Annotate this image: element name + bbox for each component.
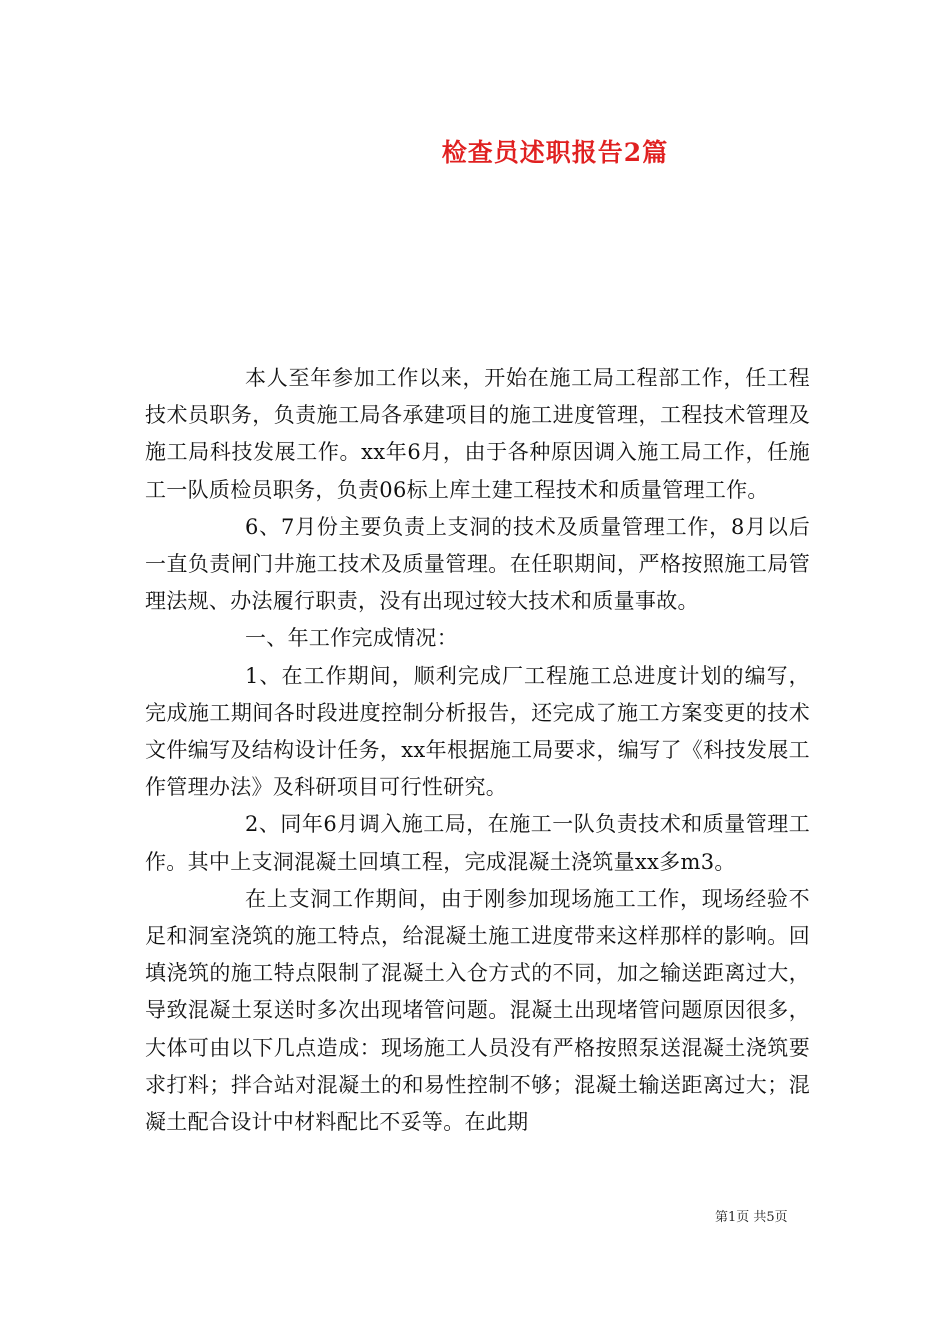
paragraph: 在上支洞工作期间，由于刚参加现场施工工作，现场经验不足和洞室浇筑的施工特点，给混凝土施工进度带来这样那样的影响。回填浇筑的施工特点限制了混凝土入仓方式的不同，加之输送距离过大，导致混凝土泵送时多次出现堵管问题。混凝土出现堵管问题原因很多，大体可由以下几点造成：现场施工人员没有严格按照泵送混凝土浇筑要求打料；拌合站对混凝土的和易性控制不够；混凝土输送距离过大；混凝土配合设计中材料配比不妥等。在此期 — [145, 886, 810, 1135]
paragraph: 1、在工作期间，顺利完成厂工程施工总进度计划的编写，完成施工期间各时段进度控制分析报告，还完成了施工方案变更的技术文件编写及结构设计任务，xx年根据施工局要求，编写了《科技发展工作管理办法》及科研项目可行性研究。 — [145, 663, 810, 800]
page-footer: 第1页 共5页 — [715, 1210, 788, 1225]
paragraph: 6、7月份主要负责上支洞的技术及质量管理工作，8月以后一直负责闸门井施工技术及质量管理。在任职期间，严格按照施工局管理法规、办法履行职责，没有出现过较大技术和质量事故。 — [145, 514, 810, 614]
page-title: 检查员述职报告2篇 — [441, 138, 669, 167]
section-heading: 一、年工作完成情况： — [245, 626, 458, 651]
paragraph: 2、同年6月调入施工局，在施工一队负责技术和质量管理工作。其中上支洞混凝土回填工程，完成混凝土浇筑量xx多m3。 — [145, 812, 810, 874]
document-body — [145, 360, 810, 1141]
paragraph: 本人至年参加工作以来，开始在施工局工程部工作，任工程技术员职务，负责施工局各承建项目的施工进度管理，工程技术管理及施工局科技发展工作。xx年6月，由于各种原因调入施工局工作，任施工一队质检员职务，负责06标上库土建工程技术和质量管理工作。 — [145, 366, 810, 502]
